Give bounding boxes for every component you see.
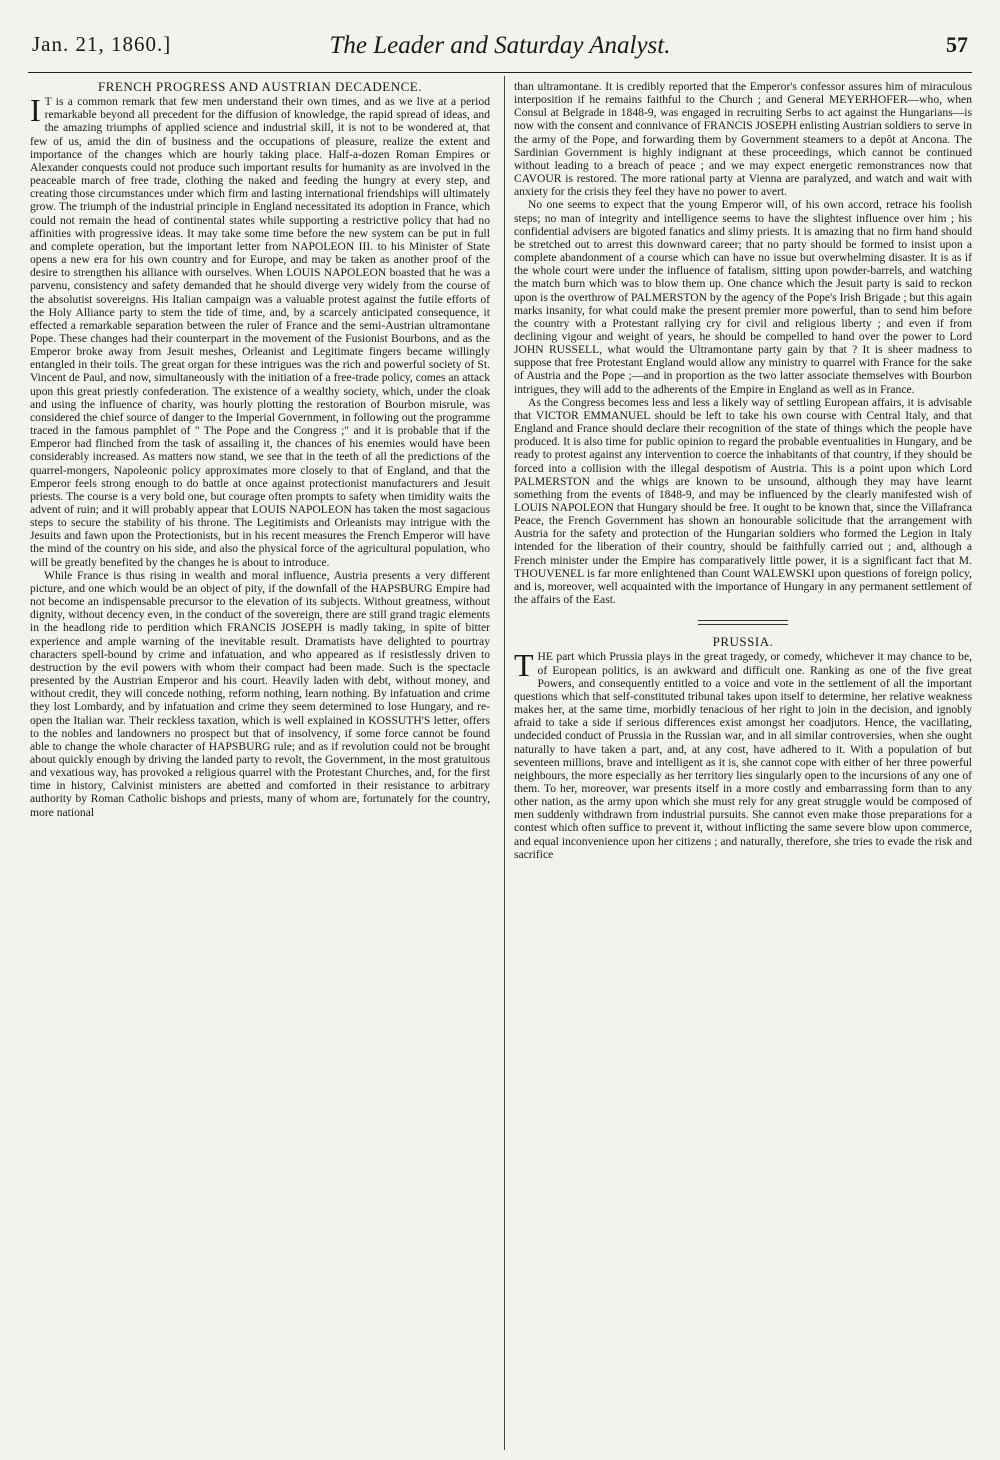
article-paragraph [30,92,490,569]
article-paragraph: No one seems to expect that the young Emperor will, of his own accord, retrace his foolish steps; no man of integrity and intelligence seems to have the slightest influence over him ; his confidential advisers are bigoted fanatics and slimy priests. It is amazing that no firm hand should be stretched out to arrest this downward career; that no party should be formed to insist upon a complete abandonment of a course which can have no issue but overwhelming disaster. It is as if the whole court were under the influence of fatalism, sitting upon powder-barrels, and watching the match burn which was to blow them up. One chance which the Jesuit party is said to reckon upon is the overthrow of PALMERSTON by the agency of the Pope's Irish Brigade ; but this again marks insanity, for what could make the present premier more powerful, than to send him before the country with a Protestant rallying cry for civil and religious liberty ; and even if from declining vigour and weight of years, he should be compelled to hand over the power to Lord JOHN RUSSELL, what would the Ultramontane party gain by that ? It is sheer madness to suppose that free Protestant England would allow any ministry to quarrel with France for the sake of Austria and the Pope ;—and in proportion as the two latter associate themselves with Bourbon intrigues, they will add to the adherents of the Empire in England as well as in France. [514,198,972,396]
paragraph-text: T is a common remark that few men understand their own times, and as we live at a period remarkable beyond all precedent for the diffusion of knowledge, the rapid spread of ideas, and the amazing triumphs of applied science and industrial skill, it is not to be wondered at, that few of us, amid the din of business and the occupations of pleasure, realize the extent and importance of the changes which are hourly taking place. Half-a-dozen Roman Empires or Alexander conquests could not produce such important results for humanity as are involved in the peaceable march of free trade, clothing the naked and feeding the hungry at every step, and creating those circumstances under which firm and lasting international friendships will ultimately grow. The triumph of the industrial principle in England necessitated its adoption in France, which could not remain the head of continental states while supporting a restrictive policy that had no affinities with progressive ideas. It may take some time before the new system can be put in full and complete operation, but the important letter from NAPOLEON III. to his Minister of State opens a new era for his own country and for Europe, and may be taken as another proof of the desire to strengthen his alliance with ourselves. When LOUIS NAPOLEON boasted that he was a parvenu, consistency and safety demanded that he should diverge very widely from the course of the absolutist sovereigns. His Italian campaign was a valuable protest against the futile efforts of the Holy Alliance party to stem the tide of time, and, by a scarcely anticipated consequence, it effected a remarkable separation between the ruler of France and the semi-Austrian ultramontane Pope. These changes had their counterpart in the movement of the Fusionist Bourbons, and as the Emperor broke away from Jesuit meshes, Orleanist and Legitimate fingers became willingly entangled in their toils. The great organ for these intrigues was the rich and powerful society of St. Vincent de Paul, and now, simultaneously with the initiation of a free-trade policy, comes an attack upon this great priestly confederation. The existence of a wealthy society, which, under the cloak and using the influence of charity, was hourly plotting the restoration of Bourbon misrule, was considered the chief source of danger to the Imperial Government, in following out the programme traced in the famous pamphlet of " The Pope and the Congress ;" and it is probable that if the Emperor had flinched from the task of assailing it, the chances of his enemies would have been considerably increased. As matters now stand, we see that in the teeth of all the predictions of the quarrel-mongers, Napoleonic policy approximates more closely to that of England, and that the Emperor feels strong enough to do battle at once against protectionist manufacturers and Jesuit priests. The course is a very bold one, but courage often prompts to safety when timidity waits the advent of ruin; and it will probably appear that LOUIS NAPOLEON has taken the most sagacious steps to secure the stability of his throne. The Legitimists and Orleanists may intrigue with the Jesuits and fawn upon the Protectionists, but in his recent measures the French Emperor will have the mind of the country on his side, and also the physical force of the agricultural population, who will be greatly benefited by the changes he is about to introduce. [30,95,490,569]
left-column [30,80,490,1450]
section-separator [698,620,788,625]
paragraph-text: HE part which Prussia plays in the great tragedy, or comedy, whichever it may chance to be, of European politics, is an awkward and difficult one. Ranking as one of the five great Powers, and consequently entitled to a voice and vote in the settlement of all the important questions which that self-constituted tribunal takes upon itself to determine, her relative weakness makes her, at the same time, morbidly tenacious of her right to join in the decision, and ignobly afraid to take a side if serious differences exist amongst her coadjutors. Hence, the vacillating, undecided conduct of Prussia in the Russian war, and in all similar controversies, when she ought naturally to have taken a part, and, at any cost, have adhered to it. With a population of but seventeen millions, brave and intelligent as it is, she cannot cope with either of her three powerful neighbours, the more especially as her territory lies singularly open to the incursions of any one of them. To her, moreover, war presents itself in a more costly and embarrassing form than to any other nation, as the army upon which she must rely for any great struggle would be composed of men suddenly withdrawn from industrial pursuits. She cannot even make those preparations for a contest which often suffice to prevent it, without inflicting the same severe blow upon commerce, and equal inconvenience upon her citizens ; and naturally, therefore, she tries to evade the risk and sacrifice [514,650,972,861]
column-divider [504,76,505,1450]
article-title-prussia: PRUSSIA. [712,634,774,650]
page-header [28,32,972,66]
header-rule [28,72,972,73]
article-title-french-progress: FRENCH PROGRESS AND AUSTRIAN DECADENCE. [98,80,422,94]
page-number: 57 [946,32,968,57]
article-paragraph: than ultramontane. It is credibly reported that the Emperor's confessor assures him of miraculous interposition if he remains faithful to the Church ; and General MEYERHOFER—who, when Consul at Belgrade in 1848-9, was engaged in recruiting Serbs to act against the Hungarians—is now with the consent and connivance of FRANCIS JOSEPH enlisting Austrian soldiers to serve in the army of the Pope, and forwarding them by Government steamers to a depôt at Ancona. The Sardinian Government is highly indignant at these proceedings, which cannot be continued without leading to a breach of peace ; and we may expect energetic remonstrances now that CAVOUR is restored. The more rational party at Vienna are paralyzed, and watch and wait with anxiety for the crisis they feel they have no power to avert. [514,80,972,199]
right-column [514,80,972,1450]
issue-date: Jan. 21, 1860.] [32,32,172,56]
newspaper-title: The Leader and Saturday Analyst. [329,32,671,59]
article-paragraph [514,647,972,861]
drop-cap: I [30,92,41,129]
drop-cap: T [514,647,534,684]
article-paragraph: As the Congress becomes less and less a likely way of settling European affairs, it is advisable that VICTOR EMMANUEL should be left to take his own course with Central Italy, and that England and France should declare their recognition of the state of things which the people have produced. It is also time for public opinion to regard the probable eventualities in Hungary, and be ready to protest against any intervention to coerce the inhabitants of that country, if they should be forced into a collision with the illegal despotism of Austria. This is a point upon which Lord PALMERSTON and the whigs are known to be unsound, although they may have learnt something from the events of 1848-9, and may be influenced by the clearly manifested wish of LOUIS NAPOLEON that Hungary should be free. It ought to be known that, since the Villafranca Peace, the French Government has shown an honourable solicitude that the arrangement with Austria for the safety and protection of the Hungarian soldiers who formed the Legion in Italy intended for the liberation of their country, should be faithfully carried out ; and, although a French minister under the Empire has comparatively little power, it is a significant fact that M. THOUVENEL is far more enlightened than Count WALEWSKI upon questions of foreign policy, and is, moreover, well acquainted with the importance of Hungary in any permanent settlement of the affairs of the East. [514,395,972,607]
article-paragraph: While France is thus rising in wealth and moral influence, Austria presents a very different picture, and one which would be an object of pity, if the downfall of the HAPSBURG Empire had not become an indispensable precursor to the elevation of its subjects. Without greatness, without dignity, without decency even, in the conduct of the sovereign, there are still grand tragic elements in the headlong ride to perdition which FRANCIS JOSEPH is madly taking, in spite of bitter experience and ample warning of the inevitable result. Dramatists have delighted to pourtray characters spell-bound by crime and infatuation, and who appeared as if resistlessly driven to destruction by the evil powers with whom their compact had been made. Such is the spectacle presented by the Austrian Emperor and his court. Heavily laden with debt, without money, and without credit, they will concede nothing, reform nothing, learn nothing. By infatuation and crime they lost Lombardy, and by infatuation and crime they seem determined to lose Hungary, and re-open the Italian war. Their reckless taxation, which is well explained in KOSSUTH'S letter, offers to the nobles and landowners no prospect but that of insolvency, if some force cannot be found able to change the whole character of HAPSBURG rule; and as if revolution could not be brought about quickly enough by driving the landed party to revolt, the Government, in the most gratuitous and vexatious way, has provoked a religious quarrel with the Protestant Churches, and, for the first time in history, Calvinist ministers are abetted and comforted in their resistance to arbitrary authority by Roman Catholic bishops and priests, many of whom are, fortunately for the country, more national [30,568,490,819]
